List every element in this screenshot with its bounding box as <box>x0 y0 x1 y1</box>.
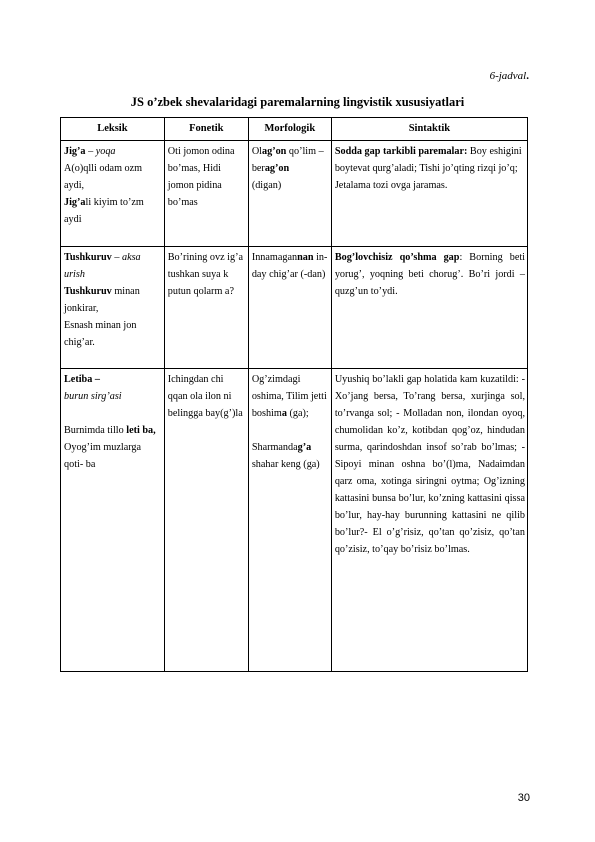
cell-fonetik: Bo’rining ovz ig’a tushkan suya k putun qolarm a? <box>164 247 248 369</box>
gloss: yoqa <box>95 146 116 157</box>
cell-sintaktik: Uyushiq bo’lakli gap holatida kam kuzatildi: - Xo’jang bersa, To’rang bersa, xurjinga sol, to’rvanga sol; - Molladan non, ilondan oyoq, chumolidan ko’z, kotibdan qog’oz, hindudan surma, qarindoshdan insof so’rab bo’lmas; - Sipoyi minan oshna bo’(l)ma, Nadaimdan qarz oma, xotinga siringni oytma; Og’izning kattasini bunsa bo’lur, ko’zning kattasini qissa bo’lur, hay-hay burunning kattasini ne qilib bo’lur?- El o’g’risiz, qo’tan qo’zisiz, qo’tan qo’zisiz, to’qay bo’risiz bo’lmas. <box>331 369 527 672</box>
keyword: Jig’a <box>64 146 86 157</box>
cell-leksik <box>61 369 165 672</box>
table-row <box>61 247 528 369</box>
dash: – <box>85 146 96 157</box>
example-text: A(o)qlli odam ozm aydi, <box>64 163 143 191</box>
suffix: ag’on <box>264 163 290 174</box>
text: in-day chig’ar (-dan) <box>251 252 328 280</box>
text: Innamagan <box>251 252 298 263</box>
text: (digan) <box>251 180 282 191</box>
suffix: g’a <box>297 442 312 453</box>
category-label: Sodda gap tarkibli paremalar: <box>334 146 468 157</box>
gloss: aksa urish <box>64 252 141 280</box>
keyword: Tushkuruv <box>64 252 112 263</box>
example-text: li kiyim to’zm aydi <box>64 197 144 225</box>
column-header-fonetik: Fonetik <box>164 118 248 141</box>
column-header-leksik: Leksik <box>61 118 165 141</box>
cell-sintaktik <box>331 141 527 247</box>
text: Ol <box>251 146 262 157</box>
category-label: Bog’lovchisiz qo’shma gap <box>334 252 460 263</box>
table-row <box>61 369 528 672</box>
cell-morfologik <box>248 369 331 672</box>
keyword: Tushkuruv <box>64 286 112 297</box>
column-header-morfologik: Morfologik <box>248 118 331 141</box>
cell-morfologik <box>248 247 331 369</box>
example-text: Boy eshigini boytevat qurg’aladi; Tishi jo’qting rizqi jo’q; Jetalama tozi ovga jaramas. <box>334 146 522 191</box>
dash: – <box>111 252 122 263</box>
table-header-row <box>61 118 528 141</box>
example-text: : Borning beti yorug’, yoqning beti chorug’. Bo’ri jordi – quzg’un to’ydi. <box>334 252 525 297</box>
table-number: 6-jadval. <box>489 70 529 82</box>
cell-leksik <box>61 247 165 369</box>
page-title: JS o’zbek shevalaridagi paremalarning lingvistik xususiyatlari <box>130 95 465 109</box>
example-text: Burnimda tillo <box>64 425 127 436</box>
text: Og’zimdagi oshima, Tilim jetti boshim <box>251 374 327 419</box>
cell-morfologik <box>248 141 331 247</box>
cell-fonetik: Ichingdan chi qqan ola ilon ni belingga bay(g’)la <box>164 369 248 672</box>
table-row <box>61 141 528 247</box>
keyword: Jig’a <box>64 197 86 208</box>
example-text: Oyog’im muzlarga qoti- ba <box>64 442 142 470</box>
page-number: 30 <box>517 792 530 804</box>
keyword: leti ba, <box>126 425 156 436</box>
cell-leksik <box>61 141 165 247</box>
text: qo’lim –ber <box>251 146 324 174</box>
text: shahar keng (ga) <box>251 459 320 470</box>
gloss: burun sirg’asi <box>64 391 122 402</box>
text: Sharmanda <box>251 442 298 453</box>
example-text: minan jonkirar, <box>64 286 140 314</box>
keyword: Letiba – <box>64 374 100 385</box>
cell-fonetik: Oti jomon odina bo’mas, Hidi jomon pidina bo’mas <box>164 141 248 247</box>
column-header-sintaktik: Sintaktik <box>331 118 527 141</box>
cell-sintaktik <box>331 247 527 369</box>
suffix: nan <box>297 252 314 263</box>
example-text: Esnash minan jon chig’ar. <box>64 320 137 348</box>
paremalar-table <box>60 117 528 672</box>
text: (ga); <box>286 408 309 419</box>
suffix: a <box>281 408 287 419</box>
suffix: ag’on <box>262 146 287 157</box>
